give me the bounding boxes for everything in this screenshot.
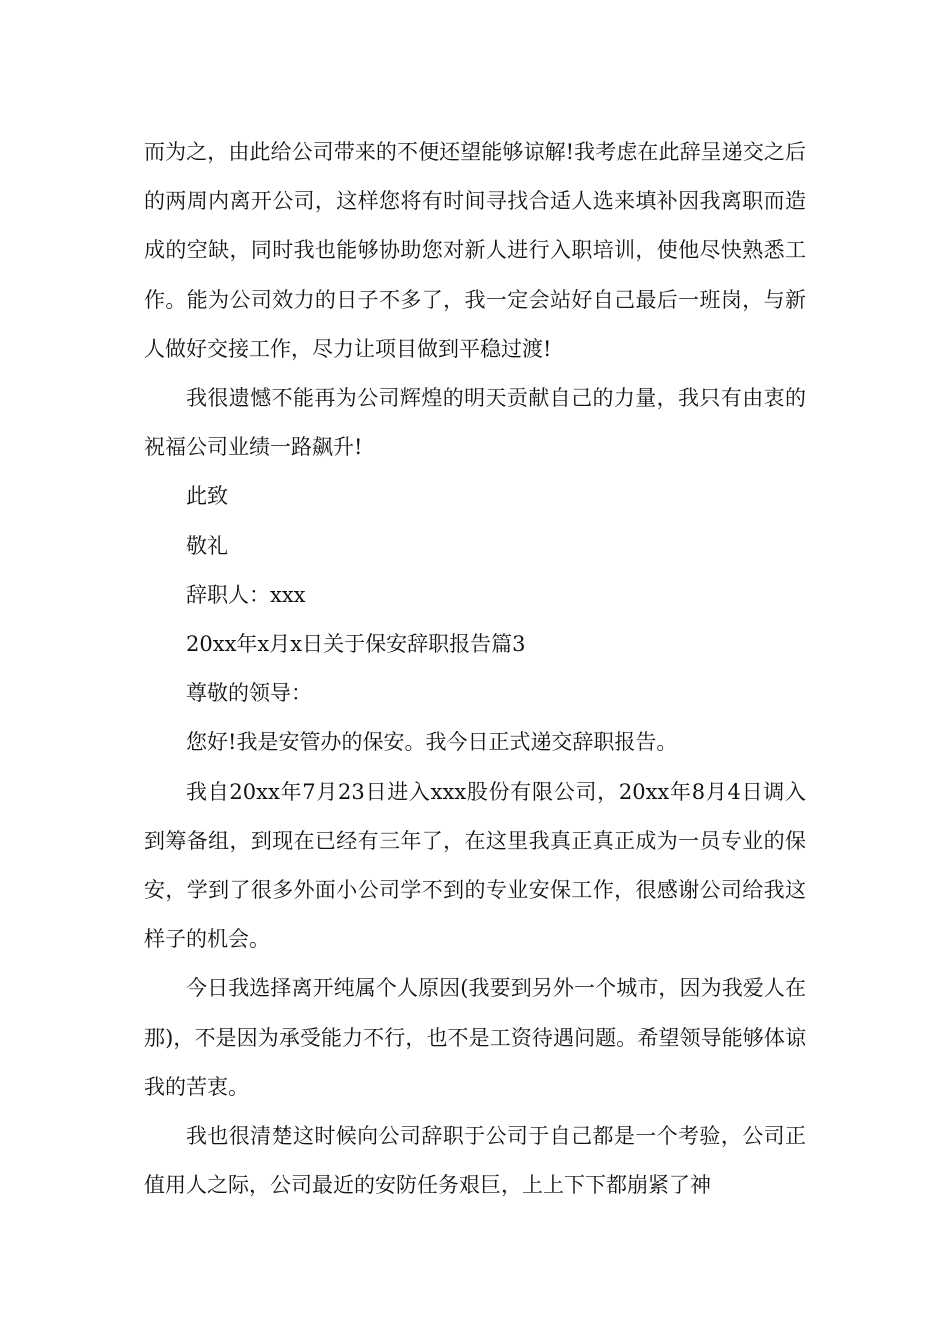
paragraph-best-wishes: 我很遗憾不能再为公司辉煌的明天贡献自己的力量，我只有由衷的祝福公司业绩一路飙升!	[144, 386, 806, 460]
paragraph-reason: 今日我选择离开纯属个人原因(我要到另外一个城市，因为我爱人在那)，不是因为承受能力不行，也不是工资待遇问题。希望领导能够体谅我的苦衷。	[144, 976, 806, 1099]
closing-regards: 敬礼	[186, 533, 228, 558]
closing-salutation: 此致	[186, 484, 228, 509]
letter-greeting: 尊敬的领导：	[186, 681, 312, 706]
date-and-section-title: 20xx年x月x日关于保安辞职报告篇3	[186, 632, 526, 657]
paragraph-employment-history: 我自20xx年7月23日进入xxx股份有限公司，20xx年8月4日调入到筹备组，到现在已经有三年了，在这里我真正真正成为一员专业的保安，学到了很多外面小公司学不到的专业安保工作，很感谢公司给我这样子的机会。	[144, 779, 806, 952]
paragraph-continuation: 而为之，由此给公司带来的不便还望能够谅解!我考虑在此辞呈递交之后的两周内离开公司，这样您将有时间寻找合适人选来填补因我离职而造成的空缺，同时我也能够协助您对新人进行入职培训，使他尽快熟悉工作。能为公司效力的日子不多了，我一定会站好自己最后一班岗，与新人做好交接工作，尽力让项目做到平稳过渡!	[144, 140, 806, 361]
resigner-signature: 辞职人：xxx	[186, 582, 306, 607]
paragraph-introduction: 您好!我是安管办的保安。我今日正式递交辞职报告。	[186, 730, 678, 755]
paragraph-company-situation: 我也很清楚这时候向公司辞职于公司于自己都是一个考验，公司正值用人之际，公司最近的安防任务艰巨，上上下下都崩紧了神	[144, 1124, 806, 1198]
document-body	[144, 128, 806, 1210]
